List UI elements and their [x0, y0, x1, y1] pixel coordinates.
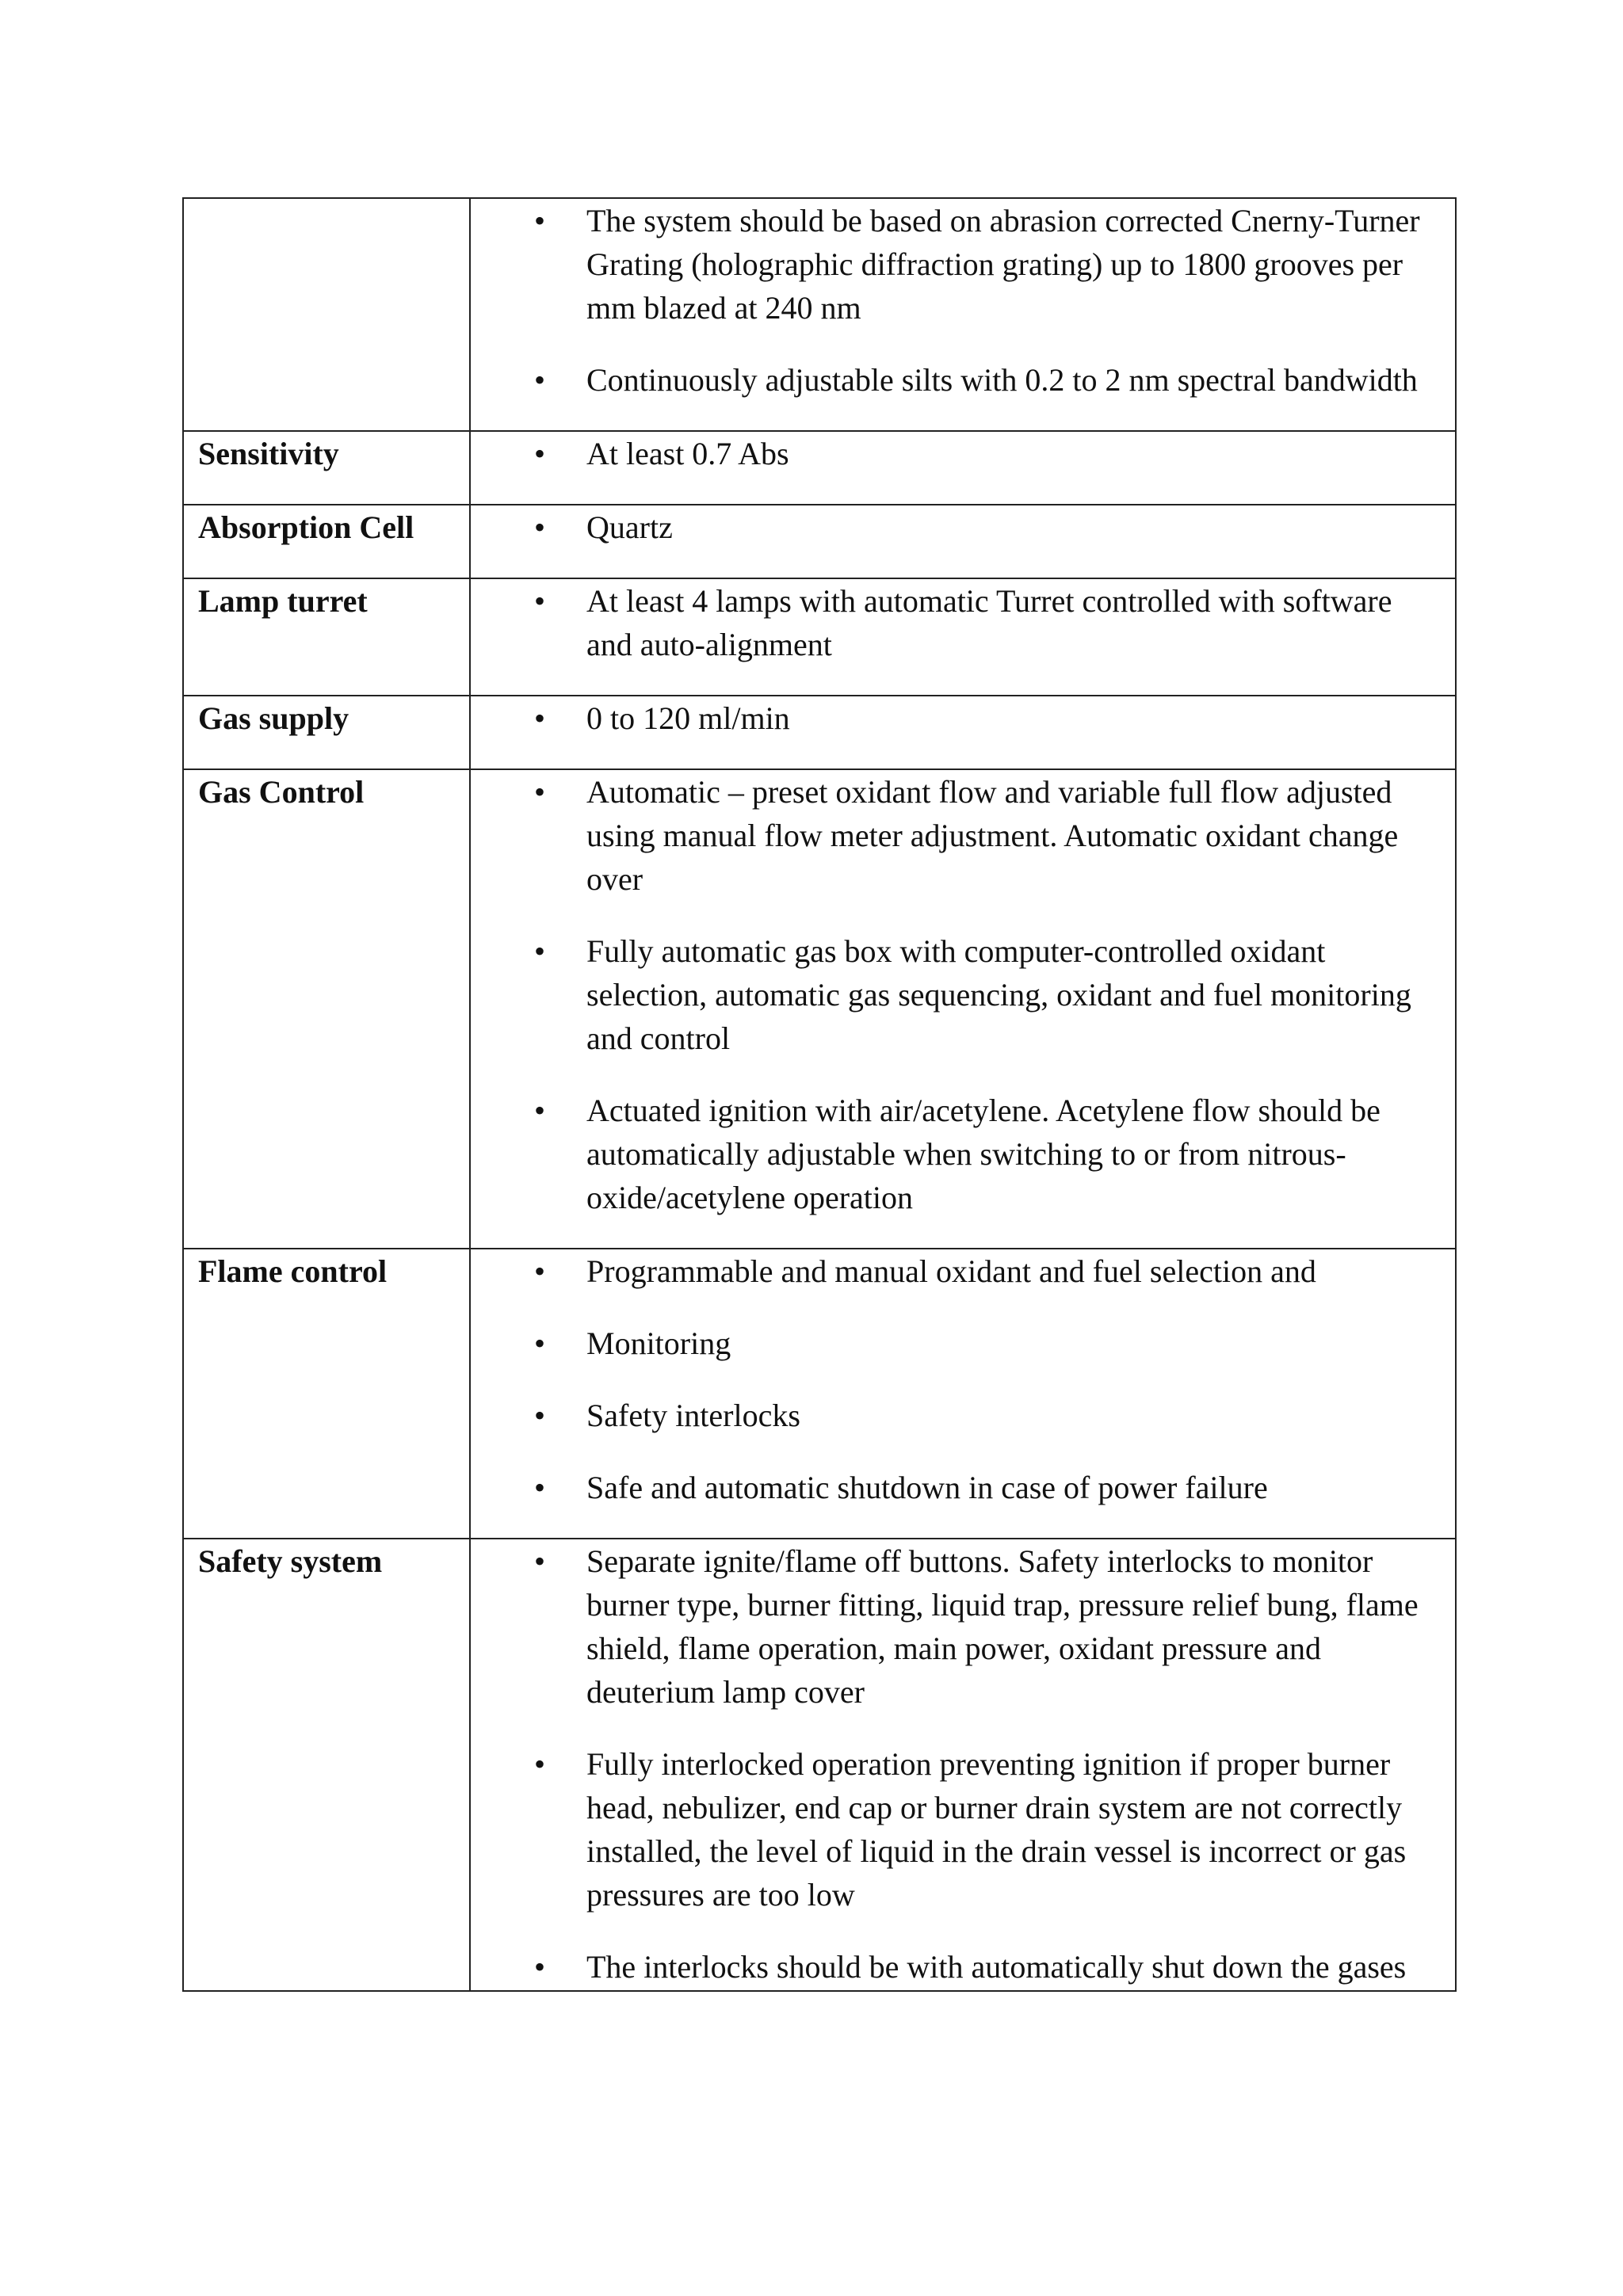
list-item — [471, 432, 1441, 475]
list-item — [471, 1742, 1441, 1917]
list-item — [471, 199, 1441, 330]
list-item-text: 0 to 120 ml/min — [586, 700, 790, 736]
bullet-list — [471, 432, 1441, 475]
list-item-text: The interlocks should be with automatically shut down the gases — [586, 1949, 1407, 1985]
spec-label: Flame control — [183, 1249, 470, 1539]
bullet-list — [471, 199, 1441, 402]
bullet-icon: • — [534, 774, 546, 810]
list-item-text: Safe and automatic shutdown in case of power failure — [586, 1470, 1268, 1505]
list-item — [471, 1089, 1441, 1219]
bullet-icon: • — [534, 1253, 546, 1289]
list-item — [471, 579, 1441, 666]
spec-label — [183, 198, 470, 431]
bullet-icon: • — [534, 1470, 546, 1505]
bullet-icon: • — [534, 362, 546, 398]
bullet-list — [471, 770, 1441, 1219]
list-item — [471, 1394, 1441, 1437]
spec-values — [470, 769, 1456, 1249]
list-item — [471, 1539, 1441, 1714]
bullet-list — [471, 696, 1441, 740]
list-item — [471, 770, 1441, 901]
bullet-list — [471, 1539, 1441, 1989]
bullet-icon: • — [534, 1398, 546, 1433]
list-item — [471, 505, 1441, 549]
spec-label: Safety system — [183, 1539, 470, 1991]
bullet-icon: • — [534, 700, 546, 736]
table-row — [183, 1249, 1456, 1539]
list-item-text: Programmable and manual oxidant and fuel selection and — [586, 1253, 1316, 1289]
spec-values — [470, 198, 1456, 431]
list-item-text: Safety interlocks — [586, 1398, 800, 1433]
list-item-text: Fully automatic gas box with computer-controlled oxidant selection, automatic gas sequencing, oxidant and fuel monitoring and control — [586, 933, 1411, 1056]
list-item-text: Separate ignite/flame off buttons. Safety interlocks to monitor burner type, burner fitting, liquid trap, pressure relief bung, flame shield, flame operation, main power, oxidant pressure and deuterium lamp cover — [586, 1543, 1419, 1710]
list-item-text: Actuated ignition with air/acetylene. Acetylene flow should be automatically adjustable when switching to or from nitrous-oxide/acetylene operation — [586, 1093, 1381, 1215]
bullet-icon: • — [534, 436, 546, 471]
bullet-list — [471, 505, 1441, 549]
bullet-list — [471, 1249, 1441, 1509]
table-row — [183, 578, 1456, 696]
list-item-text: At least 0.7 Abs — [586, 436, 789, 471]
spec-values — [470, 1249, 1456, 1539]
list-item — [471, 929, 1441, 1060]
spec-label: Absorption Cell — [183, 505, 470, 578]
spec-label: Lamp turret — [183, 578, 470, 696]
table-row — [183, 431, 1456, 505]
bullet-icon: • — [534, 509, 546, 545]
table-row — [183, 505, 1456, 578]
table-row — [183, 769, 1456, 1249]
list-item — [471, 1945, 1441, 1989]
list-item — [471, 1249, 1441, 1293]
spec-values — [470, 1539, 1456, 1991]
list-item-text: Continuously adjustable silts with 0.2 to 2 nm spectral bandwidth — [586, 362, 1418, 398]
list-item — [471, 696, 1441, 740]
list-item — [471, 358, 1441, 402]
spec-values — [470, 578, 1456, 696]
bullet-icon: • — [534, 1093, 546, 1128]
spec-values — [470, 431, 1456, 505]
table-row — [183, 1539, 1456, 1991]
list-item-text: Monitoring — [586, 1325, 731, 1361]
bullet-icon: • — [534, 1949, 546, 1985]
bullet-icon: • — [534, 1746, 546, 1782]
list-item-text: At least 4 lamps with automatic Turret controlled with software and auto-alignment — [586, 583, 1392, 662]
spec-label: Sensitivity — [183, 431, 470, 505]
bullet-icon: • — [534, 1325, 546, 1361]
bullet-list — [471, 579, 1441, 666]
spec-label: Gas Control — [183, 769, 470, 1249]
list-item-text: Quartz — [586, 509, 673, 545]
list-item — [471, 1466, 1441, 1509]
table-row — [183, 696, 1456, 769]
table-row — [183, 198, 1456, 431]
spec-label: Gas supply — [183, 696, 470, 769]
spec-table — [182, 197, 1457, 1992]
spec-values — [470, 505, 1456, 578]
spec-values — [470, 696, 1456, 769]
bullet-icon: • — [534, 1543, 546, 1579]
bullet-icon: • — [534, 203, 546, 238]
bullet-icon: • — [534, 583, 546, 619]
list-item-text: Automatic – preset oxidant flow and variable full flow adjusted using manual flow meter adjustment. Automatic oxidant change over — [586, 774, 1399, 897]
bullet-icon: • — [534, 933, 546, 969]
list-item-text: The system should be based on abrasion corrected Cnerny-Turner Grating (holographic diffraction grating) up to 1800 grooves per mm blazed at 240 nm — [586, 203, 1420, 326]
list-item-text: Fully interlocked operation preventing ignition if proper burner head, nebulizer, end cap or burner drain system are not correctly installed, the level of liquid in the drain vessel is incorrect or gas pressures are too low — [586, 1746, 1407, 1913]
list-item — [471, 1322, 1441, 1365]
